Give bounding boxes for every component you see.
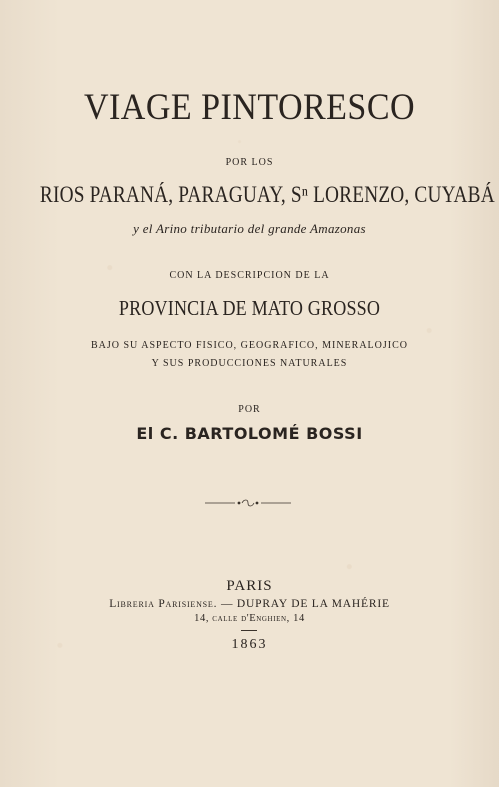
con-la-descripcion-text: CON LA DESCRIPCION DE LA [169, 270, 330, 281]
book-title: VIAGE PINTORESCO [83, 87, 416, 128]
por-los-text: POR LOS [225, 157, 274, 168]
rivers-heading: RIOS PARANÁ, PARAGUAY, Sⁿ LORENZO, CUYABÁ [39, 182, 495, 207]
publication-year: 1863 [231, 637, 268, 652]
address-line: 14, calle d'Enghien, 14 [194, 613, 305, 624]
arino-line: y el Arino tributario del grande Amazonas [133, 221, 366, 236]
ornament-divider-icon [205, 497, 291, 509]
author-name: El C. BARTOLOMÉ BOSSI [136, 424, 363, 443]
provincia-heading: PROVINCIA DE MATO GROSSO [118, 296, 381, 320]
subtitle-line-1: BAJO SU ASPECTO FISICO, GEOGRAFICO, MINERALOJICO [90, 340, 409, 351]
por-text: POR [238, 404, 261, 415]
city-name: PARIS [226, 578, 273, 594]
short-rule-divider [241, 630, 257, 631]
subtitle-line-2: Y SUS PRODUCCIONES NATURALES [151, 358, 348, 369]
publisher-line: Libreria Parisiense. — DUPRAY DE LA MAHÉRIE [109, 598, 390, 610]
